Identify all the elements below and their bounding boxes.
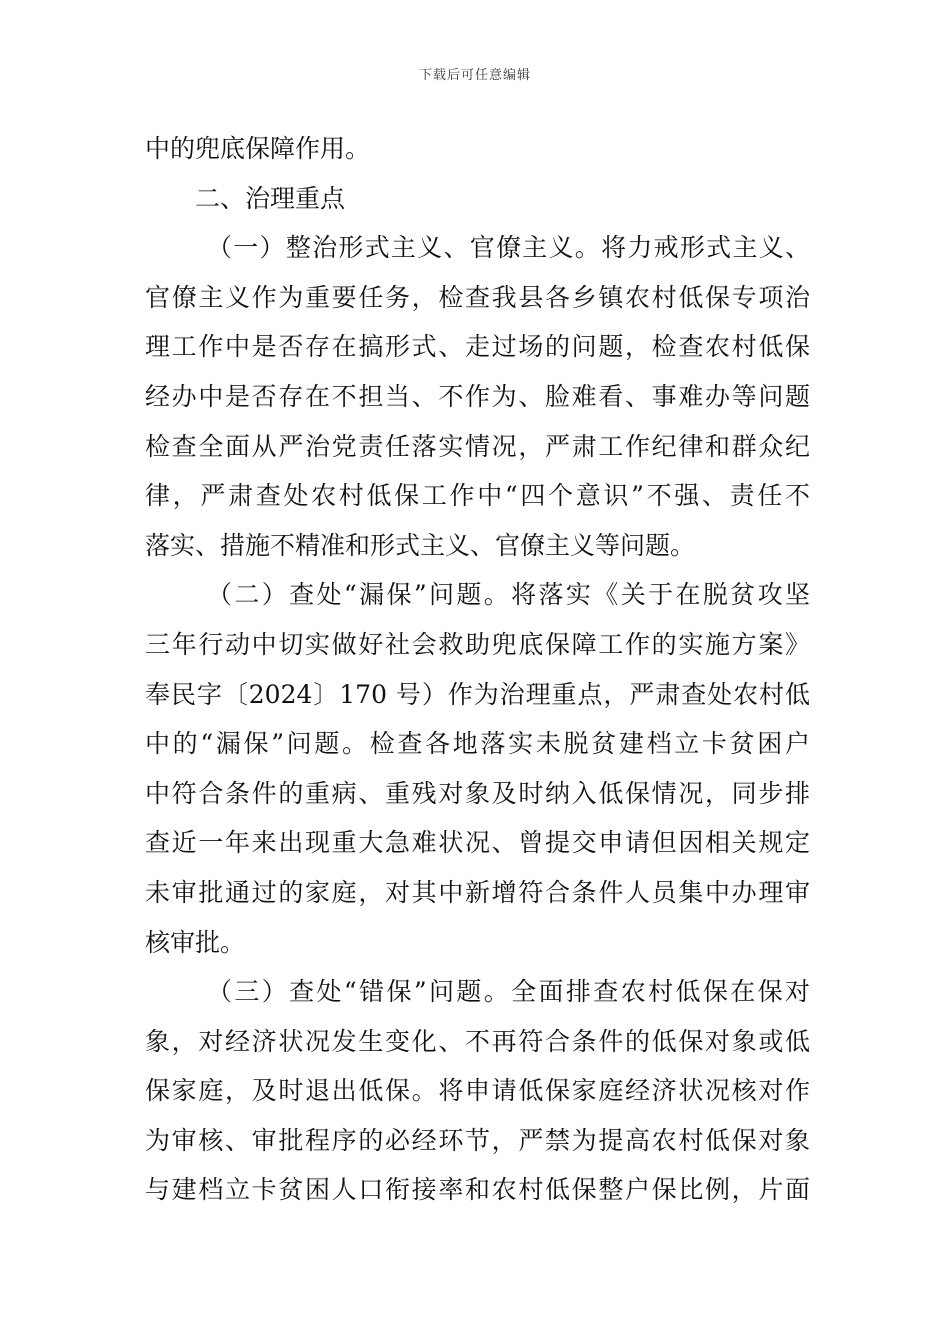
text-line: 与建档立卡贫困人口衔接率和农村低保整户保比例，片面	[145, 1175, 810, 1205]
text-line: （二）查处“漏保”问题。将落实《关于在脱贫攻坚	[207, 580, 810, 610]
text-line: 核审批。	[145, 927, 246, 957]
page-header: 下载后可任意编辑	[418, 68, 531, 83]
text-line: 查近一年来出现重大急难状况、曾提交申请但因相关规定	[145, 828, 810, 858]
text-line: 中的“漏保”问题。检查各地落实未脱贫建档立卡贫困户	[145, 729, 810, 759]
text-line: 为审核、审批程序的必经环节，严禁为提高农村低保对象	[145, 1125, 810, 1155]
text-line: 理工作中是否存在搞形式、走过场的问题，检查农村低保	[145, 332, 810, 362]
text-line: 落实、措施不精准和形式主义、官僚主义等问题。	[145, 530, 696, 560]
text-line: 奉民字〔2024〕170 号）作为治理重点，严肃查处农村低	[145, 679, 810, 709]
text-line: （一）整治形式主义、官僚主义。将力戒形式主义、	[207, 233, 810, 263]
text-line: 未审批通过的家庭，对其中新增符合条件人员集中办理审	[145, 877, 810, 907]
text-line: 经办中是否存在不担当、不作为、脸难看、事难办等问题	[145, 381, 810, 411]
document-body	[145, 124, 810, 1215]
text-line: 象，对经济状况发生变化、不再符合条件的低保对象或低	[145, 1026, 810, 1056]
text-line: （三）查处“错保”问题。全面排查农村低保在保对	[207, 977, 810, 1007]
text-line: 中的兜底保障作用。	[145, 134, 371, 163]
text-line: 律，严肃查处农村低保工作中“四个意识”不强、责任不	[145, 481, 810, 511]
text-line: 检查全面从严治党责任落实情况，严肃工作纪律和群众纪	[145, 431, 810, 461]
text-line: 官僚主义作为重要任务，检查我县各乡镇农村低保专项治	[145, 282, 810, 312]
text-line: 三年行动中切实做好社会救助兜底保障工作的实施方案》	[145, 629, 810, 659]
text-line: 保家庭，及时退出低保。将申请低保家庭经济状况核对作	[145, 1076, 810, 1106]
text-line: 中符合条件的重病、重残对象及时纳入低保情况，同步排	[145, 778, 810, 808]
section-heading: 二、治理重点	[195, 183, 346, 213]
